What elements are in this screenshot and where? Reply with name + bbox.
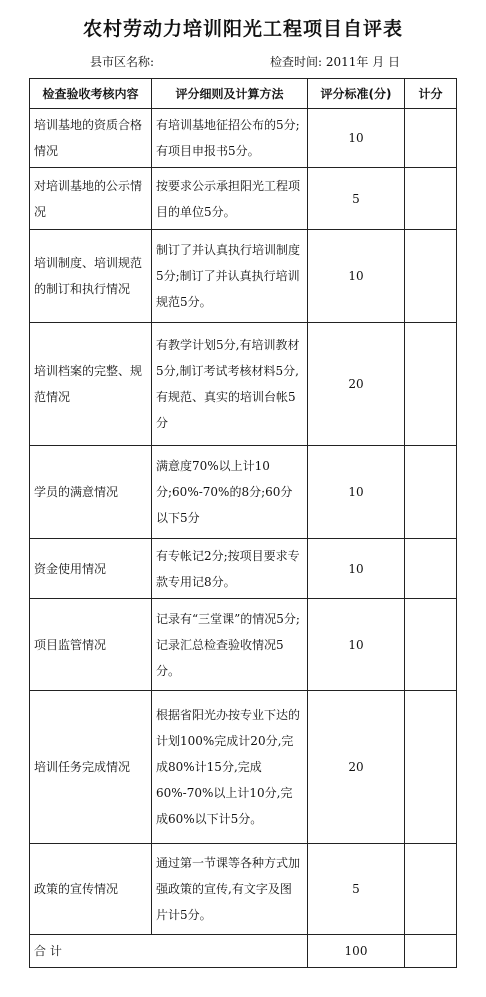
row-item: 培训基地的资质合格情况 [30, 109, 152, 168]
row-score-cell[interactable] [405, 539, 457, 599]
table-row [30, 230, 457, 323]
row-standard: 10 [308, 109, 405, 168]
row-score-cell[interactable] [405, 446, 457, 539]
row-standard: 20 [308, 691, 405, 844]
table-row [30, 446, 457, 539]
row-method: 通过第一节课等各种方式加强政策的宣传,有文字及图片计5分。 [152, 844, 308, 935]
row-score-cell[interactable] [405, 168, 457, 230]
row-method: 有教学计划5分,有培训教材5分,制订考试考核材料5分,有规范、真实的培训台帐5分 [152, 323, 308, 446]
total-row [30, 935, 457, 968]
table-row [30, 109, 457, 168]
row-score-cell[interactable] [405, 599, 457, 691]
header-method: 评分细则及计算方法 [152, 79, 308, 109]
row-standard: 10 [308, 446, 405, 539]
page-title: 农村劳动力培训阳光工程项目自评表 [82, 18, 403, 40]
row-standard: 10 [308, 539, 405, 599]
table-row [30, 168, 457, 230]
row-item: 学员的满意情况 [30, 446, 152, 539]
row-method: 记录有“三堂课”的情况5分;记录汇总检查验收情况5分。 [152, 599, 308, 691]
row-method: 满意度70%以上计10分;60%-70%的8分;60分以下5分 [152, 446, 308, 539]
row-item: 政策的宣传情况 [30, 844, 152, 935]
row-item: 培训制度、培训规范的制订和执行情况 [30, 230, 152, 323]
row-score-cell[interactable] [405, 230, 457, 323]
row-score-cell[interactable] [405, 323, 457, 446]
row-method: 根据省阳光办按专业下达的计划100%完成计20分,完成80%计15分,完成60%-70%以上计10分,完成60%以下计5分。 [152, 691, 308, 844]
table-row [30, 599, 457, 691]
row-method: 按要求公示承担阳光工程项目的单位5分。 [152, 168, 308, 230]
row-item: 培训任务完成情况 [30, 691, 152, 844]
table-row [30, 539, 457, 599]
row-standard: 20 [308, 323, 405, 446]
row-method: 制订了并认真执行培训制度5分;制订了并认真执行培训规范5分。 [152, 230, 308, 323]
row-item: 项目监管情况 [30, 599, 152, 691]
row-standard: 10 [308, 599, 405, 691]
row-standard: 10 [308, 230, 405, 323]
row-score-cell[interactable] [405, 109, 457, 168]
county-label: 县市区名称: [90, 55, 155, 69]
table-header-row [30, 79, 457, 109]
total-score-cell[interactable] [405, 935, 457, 968]
row-item: 对培训基地的公示情况 [30, 168, 152, 230]
header-score: 计分 [405, 79, 457, 109]
total-label: 合 计 [30, 935, 308, 968]
row-standard: 5 [308, 168, 405, 230]
row-item: 培训档案的完整、规范情况 [30, 323, 152, 446]
total-standard: 100 [308, 935, 405, 968]
row-standard: 5 [308, 844, 405, 935]
row-method: 有培训基地征招公布的5分;有项目申报书5分。 [152, 109, 308, 168]
table-row [30, 323, 457, 446]
row-method: 有专帐记2分;按项目要求专款专用记8分。 [152, 539, 308, 599]
header-content: 检查验收考核内容 [30, 79, 152, 109]
table-row [30, 691, 457, 844]
row-score-cell[interactable] [405, 691, 457, 844]
table-row [30, 844, 457, 935]
row-item: 资金使用情况 [30, 539, 152, 599]
row-score-cell[interactable] [405, 844, 457, 935]
header-standard: 评分标准(分) [308, 79, 405, 109]
evaluation-table [29, 78, 457, 968]
inspection-date-label: 检查时间: 2011年 月 日 [270, 55, 401, 69]
